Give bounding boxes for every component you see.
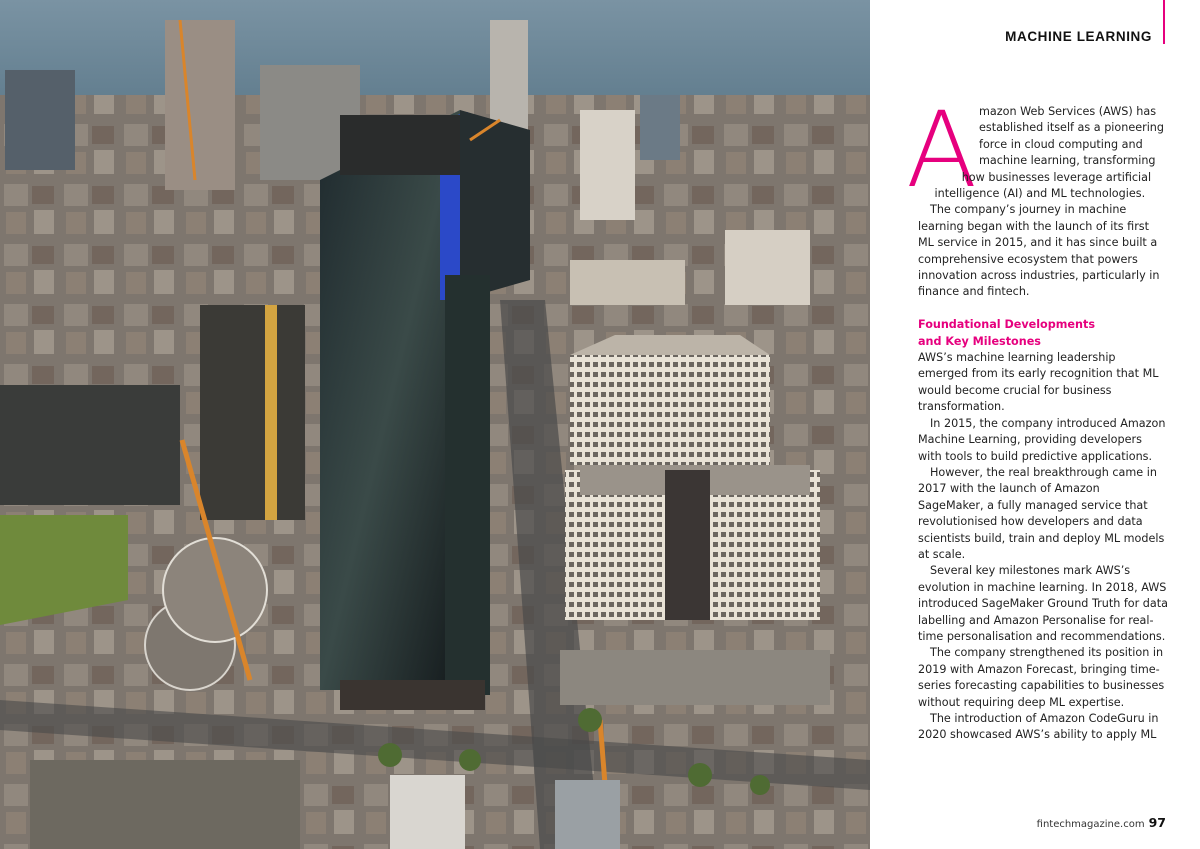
page-number: 97 [1148, 815, 1166, 830]
page-footer [1010, 815, 1166, 830]
paragraph-5: However, the real breakthrough came in 2017 with the launch of Amazon SageMaker, a fully managed service that revolutionised how developers and data scientists build, train and deploy ML models at scale. [918, 465, 1165, 561]
paragraph-4: In 2015, the company introduced Amazon Machine Learning, providing developers with tools to build predictive applications. [918, 416, 1166, 463]
subheading-line-1: Foundational Developments [918, 318, 1095, 332]
accent-rule [1163, 0, 1165, 44]
paragraph-3: AWS’s machine learning leadership emerged from its early recognition that ML would become crucial for business transformation. [918, 351, 1159, 414]
paragraph-7: The company strengthened its position in 2019 with Amazon Forecast, bringing time-series forecasting capabilities to businesses without requiring deep ML expertise. [918, 646, 1165, 709]
paragraph-2: The company’s journey in machine learning began with the launch of its first ML service in 2015, and it has since built a comprehensive ecosystem that powers innovation across industries, particularly in finance and fintech. [918, 203, 1160, 299]
subheading-line-2: and Key Milestones [918, 334, 1041, 348]
intro-paragraph: mazon Web Services (AWS) has established itself as a pioneering force in cloud computing and machine learning, transforming how businesses leverage artificial intelligence (AI) and ML technologies. [934, 105, 1165, 201]
paragraph-6: Several key milestones mark AWS’s evolution in machine learning. In 2018, AWS introduced SageMaker Ground Truth for data labelling and Amazon Personalise for real-time personalisation and recommendations. [918, 564, 1168, 643]
footer-site: fintechmagazine.com [1036, 819, 1145, 830]
paragraph-8: The introduction of Amazon CodeGuru in 2020 showcased AWS’s ability to apply ML [918, 712, 1159, 742]
drop-cap: A [906, 89, 978, 211]
subheading [918, 317, 1168, 350]
section-label: MACHINE LEARNING [1005, 29, 1152, 44]
article-body [906, 89, 1168, 744]
